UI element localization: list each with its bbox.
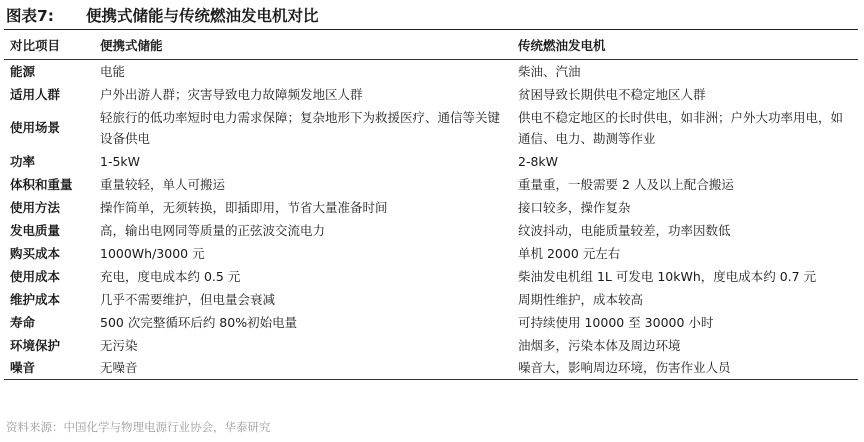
portable-cell: 充电，度电成本约 0.5 元 — [100, 268, 241, 284]
row-label: 使用方法 — [10, 199, 61, 215]
row-label: 维护成本 — [10, 291, 61, 307]
table-row — [4, 196, 858, 219]
generator-cell: 可持续使用 10000 至 30000 小时 — [518, 314, 714, 330]
portable-cell: 1-5kW — [100, 153, 141, 169]
generator-cell: 柴油、汽油 — [518, 63, 581, 79]
generator-cell: 接口较多，操作复杂 — [518, 199, 631, 215]
table-row — [4, 106, 858, 150]
table-row — [4, 83, 858, 106]
figure-caption: 便携式储能与传统燃油发电机对比 — [86, 7, 319, 25]
generator-cell-text: 供电不稳定地区的长时供电，如非洲；户外大功率用电，如通信、电力、勘测等作业 — [518, 109, 844, 146]
generator-cell — [512, 106, 858, 150]
generator-cell: 重量重，一般需要 2 人及以上配合搬运 — [518, 176, 734, 192]
generator-cell: 贫困导致长期供电不稳定地区人群 — [518, 86, 706, 102]
generator-cell: 周期性维护，成本较高 — [518, 291, 644, 307]
portable-cell: 无噪音 — [94, 357, 512, 380]
row-label: 环境保护 — [10, 337, 61, 353]
portable-cell: 500 次完整循环后约 80%初始电量 — [100, 314, 298, 330]
source-note: 资料来源：中国化学与物理电源行业协会，华泰研究 — [6, 420, 271, 434]
table-row — [4, 173, 858, 196]
comparison-table — [4, 31, 858, 380]
portable-cell: 电能 — [100, 63, 126, 79]
table-row — [4, 288, 858, 311]
table-row — [4, 219, 858, 242]
title-rule — [4, 29, 858, 30]
row-label: 噪音 — [4, 357, 94, 380]
generator-cell: 柴油发电机组 1L 可发电 10kWh，度电成本约 0.7 元 — [518, 268, 817, 284]
table-row — [4, 60, 858, 83]
header-fuel-generator: 传统燃油发电机 — [512, 31, 858, 60]
portable-cell: 无污染 — [100, 337, 138, 353]
portable-cell — [94, 106, 512, 150]
row-label: 能源 — [10, 63, 36, 79]
table-row — [4, 357, 858, 380]
table-row — [4, 242, 858, 265]
portable-cell: 重量较轻，单人可搬运 — [100, 176, 226, 192]
figure-number: 图表7: — [6, 7, 54, 25]
row-label: 功率 — [10, 153, 36, 169]
row-label: 发电质量 — [10, 222, 61, 238]
figure-title — [6, 4, 854, 28]
header-portable-storage: 便携式储能 — [94, 31, 512, 60]
table-row — [4, 150, 858, 173]
portable-cell-text: 轻旅行的低功率短时电力需求保障；复杂地形下为救援医疗、通信等关键设备供电 — [100, 109, 501, 146]
row-label: 体积和重量 — [10, 176, 73, 192]
portable-cell: 户外出游人群；灾害导致电力故障频发地区人群 — [100, 86, 363, 102]
header-item: 对比项目 — [4, 31, 94, 60]
generator-cell: 噪音大，影响周边环境，伤害作业人员 — [512, 357, 858, 380]
generator-cell: 2-8kW — [518, 153, 559, 169]
portable-cell: 几乎不需要维护，但电量会衰减 — [100, 291, 276, 307]
table-row — [4, 311, 858, 334]
row-label: 购买成本 — [10, 245, 61, 261]
table-row — [4, 265, 858, 288]
row-label: 使用场景 — [10, 120, 61, 135]
portable-cell: 高，输出电网同等质量的正弦波交流电力 — [100, 222, 326, 238]
generator-cell: 油烟多，污染本体及周边环境 — [518, 337, 681, 353]
row-label: 适用人群 — [10, 86, 61, 102]
table-row — [4, 334, 858, 357]
portable-cell: 1000Wh/3000 元 — [100, 245, 205, 261]
row-label: 使用成本 — [10, 268, 61, 284]
table-header-row — [4, 31, 858, 60]
generator-cell: 纹波抖动，电能质量较差，功率因数低 — [518, 222, 731, 238]
generator-cell: 单机 2000 元左右 — [518, 245, 621, 261]
row-label: 寿命 — [10, 314, 36, 330]
portable-cell: 操作简单，无须转换，即插即用，节省大量准备时间 — [100, 199, 388, 215]
